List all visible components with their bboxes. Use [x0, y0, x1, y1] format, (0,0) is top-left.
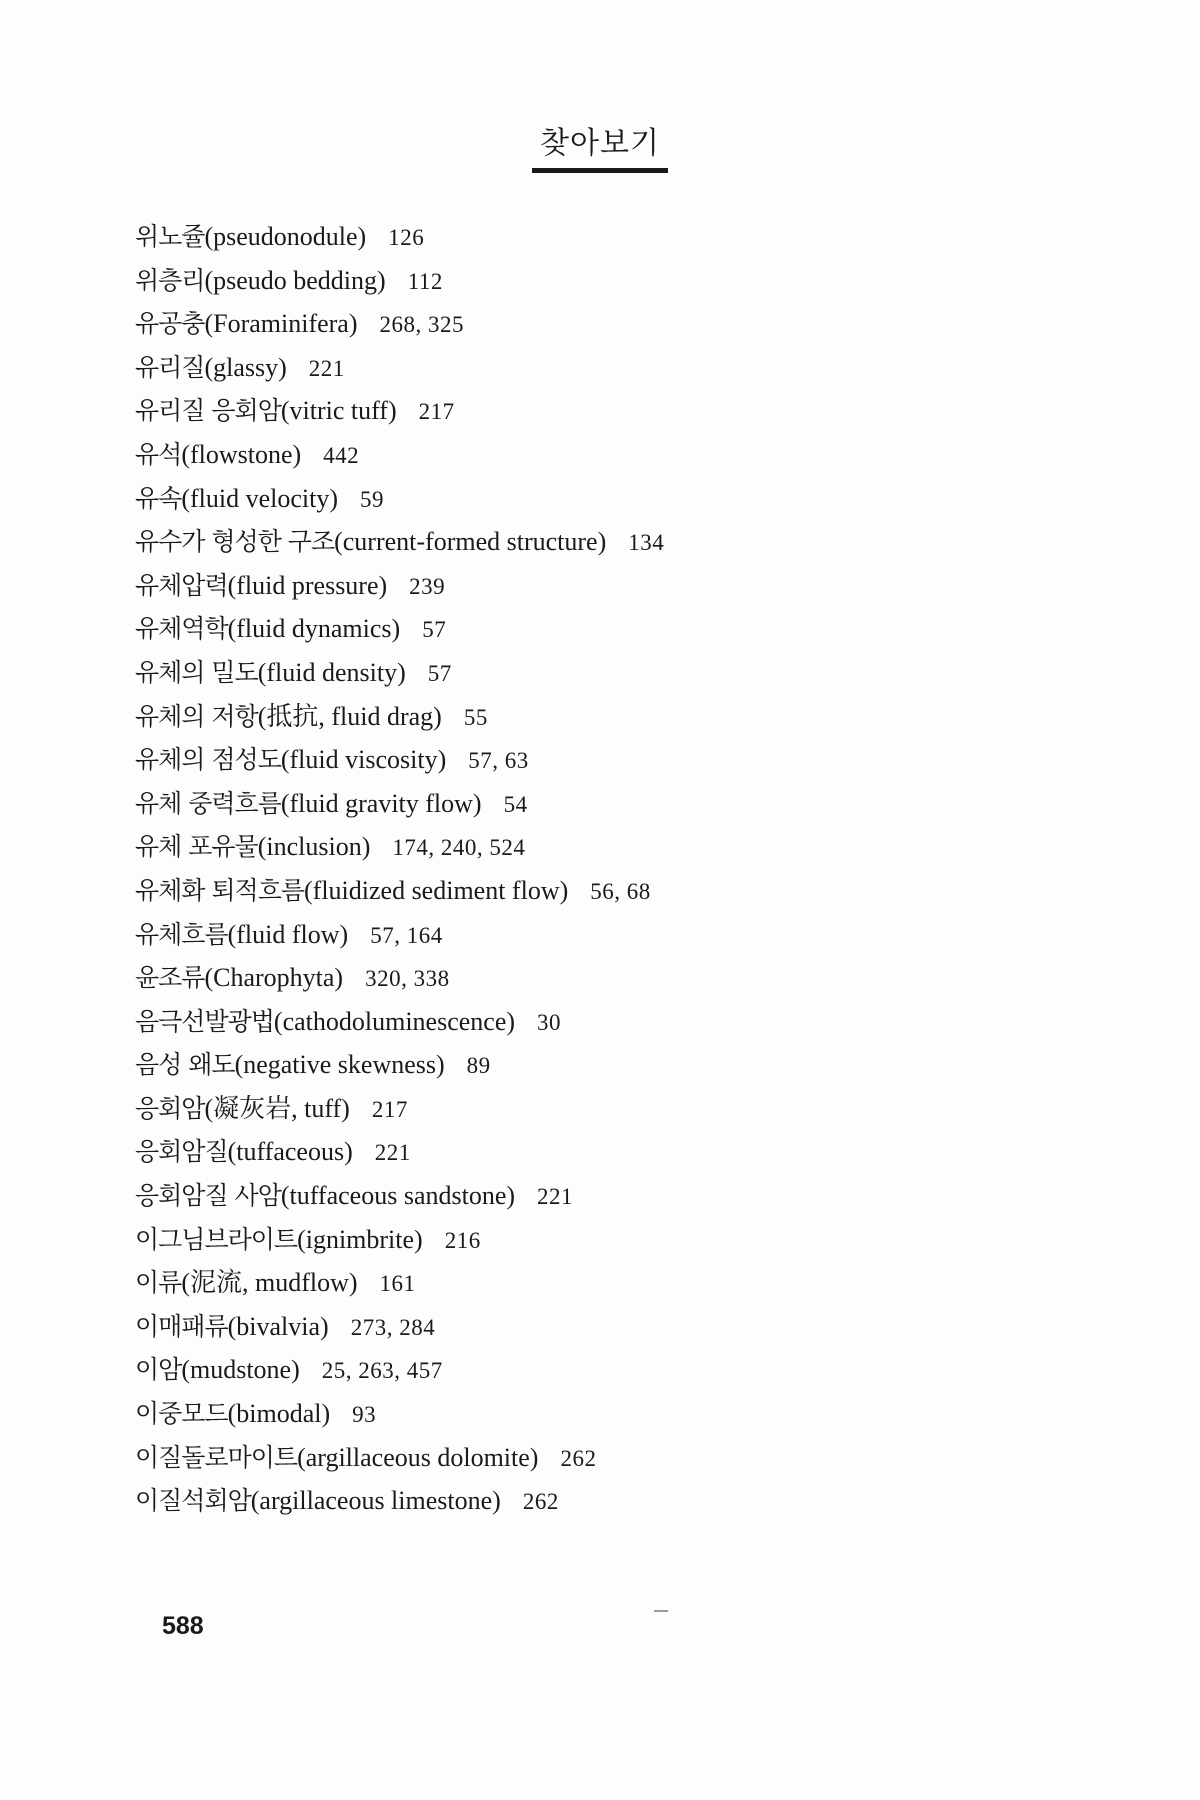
index-entry	[135, 782, 1135, 826]
index-entry	[135, 695, 1135, 739]
page-references: 25, 263, 457	[321, 1358, 443, 1384]
page-references: 126	[388, 225, 425, 250]
english-term: (fluidized sediment flow)	[304, 875, 569, 905]
index-entry	[135, 564, 1135, 608]
korean-term: 유리질	[135, 352, 205, 382]
korean-term: 유체역학	[135, 614, 228, 644]
page-title: 찾아보기	[532, 118, 668, 173]
page-references: 221	[537, 1184, 574, 1210]
page-references: 273, 284	[350, 1314, 436, 1340]
korean-term: 유속	[135, 483, 182, 513]
page-references: 217	[418, 399, 455, 425]
index-entry	[135, 215, 1135, 259]
page-references: 221	[308, 355, 345, 381]
page-references: 57, 63	[468, 748, 529, 774]
index-entry	[135, 1130, 1135, 1174]
index-entry	[135, 1218, 1135, 1262]
page-references: 217	[371, 1096, 408, 1122]
index-entry	[135, 259, 1135, 303]
english-term: (glassy)	[204, 352, 287, 382]
english-term: (ignimbrite)	[297, 1224, 423, 1254]
english-term: (fluid density)	[257, 657, 406, 687]
index-entry-list	[135, 215, 1135, 1523]
index-entry	[135, 1261, 1135, 1305]
page-references: 112	[407, 268, 443, 294]
korean-term: 이질석회암	[135, 1486, 251, 1516]
page-references: 262	[522, 1489, 559, 1515]
page-references: 59	[360, 486, 384, 512]
index-entry	[135, 956, 1135, 1000]
page-references: 57	[427, 660, 452, 686]
korean-term: 유수가 형성한 구조	[135, 527, 335, 557]
korean-term: 유리질 응회암	[135, 396, 281, 426]
page-references: 54	[503, 791, 528, 817]
english-term: (negative skewness)	[234, 1050, 445, 1080]
english-term: (fluid pressure)	[227, 570, 388, 600]
english-term: (fluid dynamics)	[227, 614, 401, 644]
english-term: (tuffaceous)	[227, 1137, 353, 1167]
index-entry	[135, 1087, 1135, 1131]
page-references: 320, 338	[365, 966, 450, 992]
korean-term: 유공충	[135, 309, 205, 339]
korean-term: 유체의 저항	[135, 701, 258, 731]
korean-term: 이매패류	[135, 1311, 228, 1341]
index-entry	[135, 1436, 1135, 1480]
index-entry	[135, 1392, 1135, 1436]
page-header	[0, 118, 1200, 173]
index-entry	[135, 520, 1135, 564]
english-term: (凝灰岩, tuff)	[204, 1093, 350, 1123]
english-term: (vitric tuff)	[280, 396, 397, 426]
english-term: (inclusion)	[257, 832, 371, 862]
page-references: 262	[560, 1445, 597, 1471]
index-entry	[135, 913, 1135, 957]
english-term: (bivalvia)	[227, 1311, 329, 1341]
korean-term: 위노쥴	[135, 222, 205, 251]
english-term: (fluid velocity)	[181, 483, 338, 513]
index-entry	[135, 1479, 1135, 1523]
korean-term: 유체화 퇴적흐름	[135, 875, 304, 905]
index-entry	[135, 607, 1135, 651]
index-entry	[135, 738, 1135, 782]
korean-term: 유체 포유물	[135, 832, 258, 862]
index-entry	[135, 477, 1135, 521]
index-entry	[135, 389, 1135, 433]
english-term: (mudstone)	[181, 1355, 300, 1385]
index-entry	[135, 302, 1135, 346]
english-term: (current-formed structure)	[334, 527, 607, 557]
page-references: 221	[374, 1140, 411, 1166]
english-term: (pseudonodule)	[204, 222, 367, 251]
korean-term: 음성 왜도	[135, 1050, 235, 1080]
korean-term: 윤조류	[135, 963, 205, 993]
korean-term: 유체 중력흐름	[135, 788, 281, 818]
english-term: (fluid gravity flow)	[280, 788, 482, 818]
english-term: (泥流, mudflow)	[181, 1268, 358, 1298]
korean-term: 유체의 점성도	[135, 745, 281, 775]
english-term: (fluid viscosity)	[280, 745, 447, 775]
english-term: (tuffaceous sandstone)	[280, 1181, 516, 1211]
korean-term: 위층리	[135, 265, 205, 295]
page-references: 442	[323, 442, 360, 468]
page-references: 134	[628, 530, 665, 556]
korean-term: 이암	[135, 1355, 182, 1385]
korean-term: 이류	[135, 1268, 182, 1298]
scan-speck	[654, 1610, 668, 1612]
korean-term: 응회암질	[135, 1137, 228, 1167]
english-term: (flowstone)	[181, 439, 302, 469]
index-entry	[135, 1043, 1135, 1087]
index-entry	[135, 869, 1135, 913]
index-entry	[135, 346, 1135, 390]
english-term: (argillaceous limestone)	[250, 1486, 501, 1516]
korean-term: 유체압력	[135, 570, 228, 600]
index-entry	[135, 433, 1135, 477]
index-entry	[135, 1305, 1135, 1349]
english-term: (argillaceous dolomite)	[297, 1442, 539, 1472]
page-references: 174, 240, 524	[392, 835, 526, 861]
korean-term: 음극선발광법	[135, 1006, 274, 1036]
index-entry	[135, 825, 1135, 869]
korean-term: 유체흐름	[135, 919, 228, 949]
index-entry	[135, 1348, 1135, 1392]
page-references: 30	[537, 1009, 562, 1035]
english-term: (cathodoluminescence)	[273, 1006, 516, 1036]
page-references: 89	[466, 1053, 491, 1079]
korean-term: 이그님브라이트	[135, 1224, 298, 1254]
korean-term: 응회암	[135, 1093, 205, 1123]
korean-term: 유체의 밀도	[135, 657, 258, 687]
page-references: 268, 325	[379, 312, 464, 338]
english-term: (Charophyta)	[204, 963, 344, 993]
page-references: 55	[463, 704, 488, 730]
page-references: 56, 68	[590, 878, 651, 904]
page-references: 239	[409, 573, 446, 599]
korean-term: 응회암질 사암	[135, 1181, 281, 1211]
page-references: 216	[444, 1227, 481, 1253]
english-term: (pseudo bedding)	[204, 265, 386, 295]
page-references: 93	[352, 1402, 377, 1428]
english-term: (Foraminifera)	[204, 309, 358, 339]
index-entry	[135, 651, 1135, 695]
korean-term: 유석	[135, 439, 182, 469]
page-number: 588	[162, 1612, 204, 1640]
page-references: 57, 164	[370, 922, 443, 948]
korean-term: 이중모드	[135, 1399, 228, 1429]
english-term: (bimodal)	[227, 1399, 331, 1429]
index-entry	[135, 1174, 1135, 1218]
korean-term: 이질돌로마이트	[135, 1442, 298, 1472]
english-term: (抵抗, fluid drag)	[257, 701, 442, 731]
page-references: 57	[422, 617, 447, 643]
index-entry	[135, 1000, 1135, 1044]
english-term: (fluid flow)	[227, 919, 349, 949]
page-references: 161	[379, 1271, 416, 1297]
